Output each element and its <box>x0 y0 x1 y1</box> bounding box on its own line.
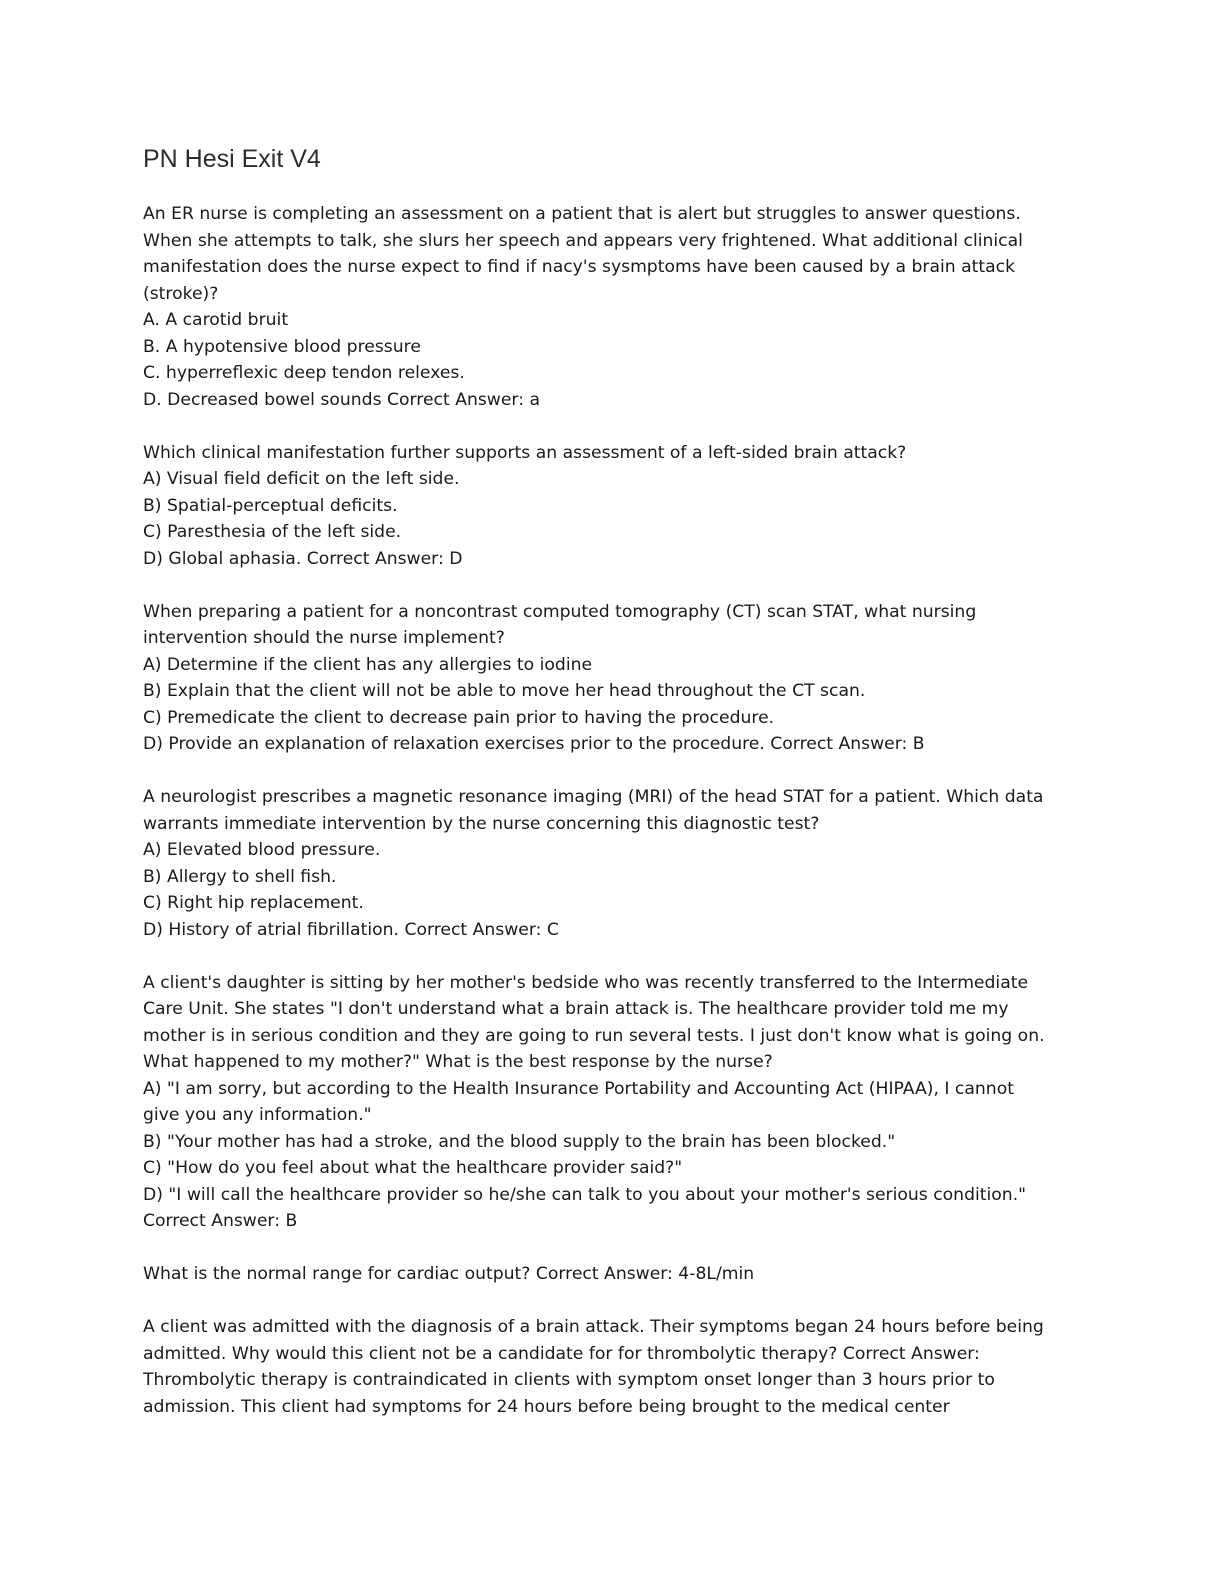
text-line: D) Provide an explanation of relaxation exercises prior to the procedure. Correct Answer: B <box>143 734 925 754</box>
text-line: A neurologist prescribes a magnetic resonance imaging (MRI) of the head STAT for a patient. Which data <box>143 787 1044 807</box>
text-line: A) Visual field deficit on the left side. <box>143 469 460 489</box>
text-line: B. A hypotensive blood pressure <box>143 336 421 357</box>
text-line: A client's daughter is sitting by her mother's bedside who was recently transferred to the Intermediate <box>143 972 1029 993</box>
text-line: (stroke)? <box>143 283 219 304</box>
question-block <box>143 201 1093 413</box>
text-line: Thrombolytic therapy is contraindicated in clients with symptom onset longer than 3 hours prior to <box>143 1370 995 1390</box>
text-line: B) Explain that the client will not be able to move her head throughout the CT scan. <box>143 681 866 701</box>
text-line: intervention should the nurse implement? <box>143 628 505 648</box>
text-line: admitted. Why would this client not be a candidate for for thrombolytic therapy? Correct Answer: <box>143 1343 980 1364</box>
text-line: When preparing a patient for a noncontrast computed tomography (CT) scan STAT, what nursing <box>143 601 977 622</box>
text-line: Care Unit. She states "I don't understand what a brain attack is. The healthcare provider told me my <box>143 999 1009 1019</box>
text-line: A. A carotid bruit <box>143 310 289 330</box>
text-line: warrants immediate intervention by the nurse concerning this diagnostic test? <box>143 813 820 834</box>
text-line: An ER nurse is completing an assessment on a patient that is alert but struggles to answer questions. <box>143 204 1021 224</box>
text-line: B) "Your mother has had a stroke, and the blood supply to the brain has been blocked." <box>143 1131 896 1152</box>
text-line: C. hyperreflexic deep tendon relexes. <box>143 363 465 383</box>
text-line: A client was admitted with the diagnosis of a brain attack. Their symptoms began 24 hours before being <box>143 1317 1044 1337</box>
text-line: mother is in serious condition and they are going to run several tests. I just don't know what is going on. <box>143 1025 1045 1046</box>
document-body <box>143 201 1093 1447</box>
text-line: C) Premedicate the client to decrease pain prior to having the procedure. <box>143 707 775 728</box>
text-line: A) Elevated blood pressure. <box>143 840 381 860</box>
question-block <box>143 599 1093 758</box>
text-line: A) "I am sorry, but according to the Health Insurance Portability and Accounting Act (HIPAA), I cannot <box>143 1078 1014 1099</box>
question-block <box>143 784 1093 943</box>
text-line: D) History of atrial fibrillation. Correct Answer: C <box>143 919 559 940</box>
text-line: C) Paresthesia of the left side. <box>143 522 402 542</box>
question-block <box>143 440 1093 573</box>
text-line: B) Spatial-perceptual deficits. <box>143 495 398 516</box>
text-line: What is the normal range for cardiac output? Correct Answer: 4-8L/min <box>143 1264 755 1284</box>
text-line: Correct Answer: B <box>143 1211 298 1231</box>
document-title: PN Hesi Exit V4 <box>143 145 321 173</box>
text-line: D) "I will call the healthcare provider so he/she can talk to you about your mother's serious condition." <box>143 1184 1027 1205</box>
text-line: C) Right hip replacement. <box>143 893 364 913</box>
text-line: When she attempts to talk, she slurs her speech and appears very frightened. What additional clinical <box>143 230 1023 251</box>
text-line: manifestation does the nurse expect to find if nacy's sysmptoms have been caused by a brain attack <box>143 257 1016 277</box>
text-line: admission. This client had symptoms for 24 hours before being brought to the medical center <box>143 1396 950 1417</box>
text-line: D) Global aphasia. Correct Answer: D <box>143 548 463 569</box>
text-line: What happened to my mother?" What is the best response by the nurse? <box>143 1052 773 1072</box>
question-block <box>143 970 1093 1235</box>
text-line: B) Allergy to shell fish. <box>143 866 337 887</box>
text-line: D. Decreased bowel sounds Correct Answer: a <box>143 389 540 410</box>
text-line: Which clinical manifestation further supports an assessment of a left-sided brain attack? <box>143 442 907 463</box>
text-line: give you any information." <box>143 1105 372 1125</box>
text-line: A) Determine if the client has any allergies to iodine <box>143 654 593 675</box>
question-block <box>143 1261 1093 1288</box>
question-block <box>143 1314 1093 1420</box>
text-line: C) "How do you feel about what the healthcare provider said?" <box>143 1158 683 1178</box>
